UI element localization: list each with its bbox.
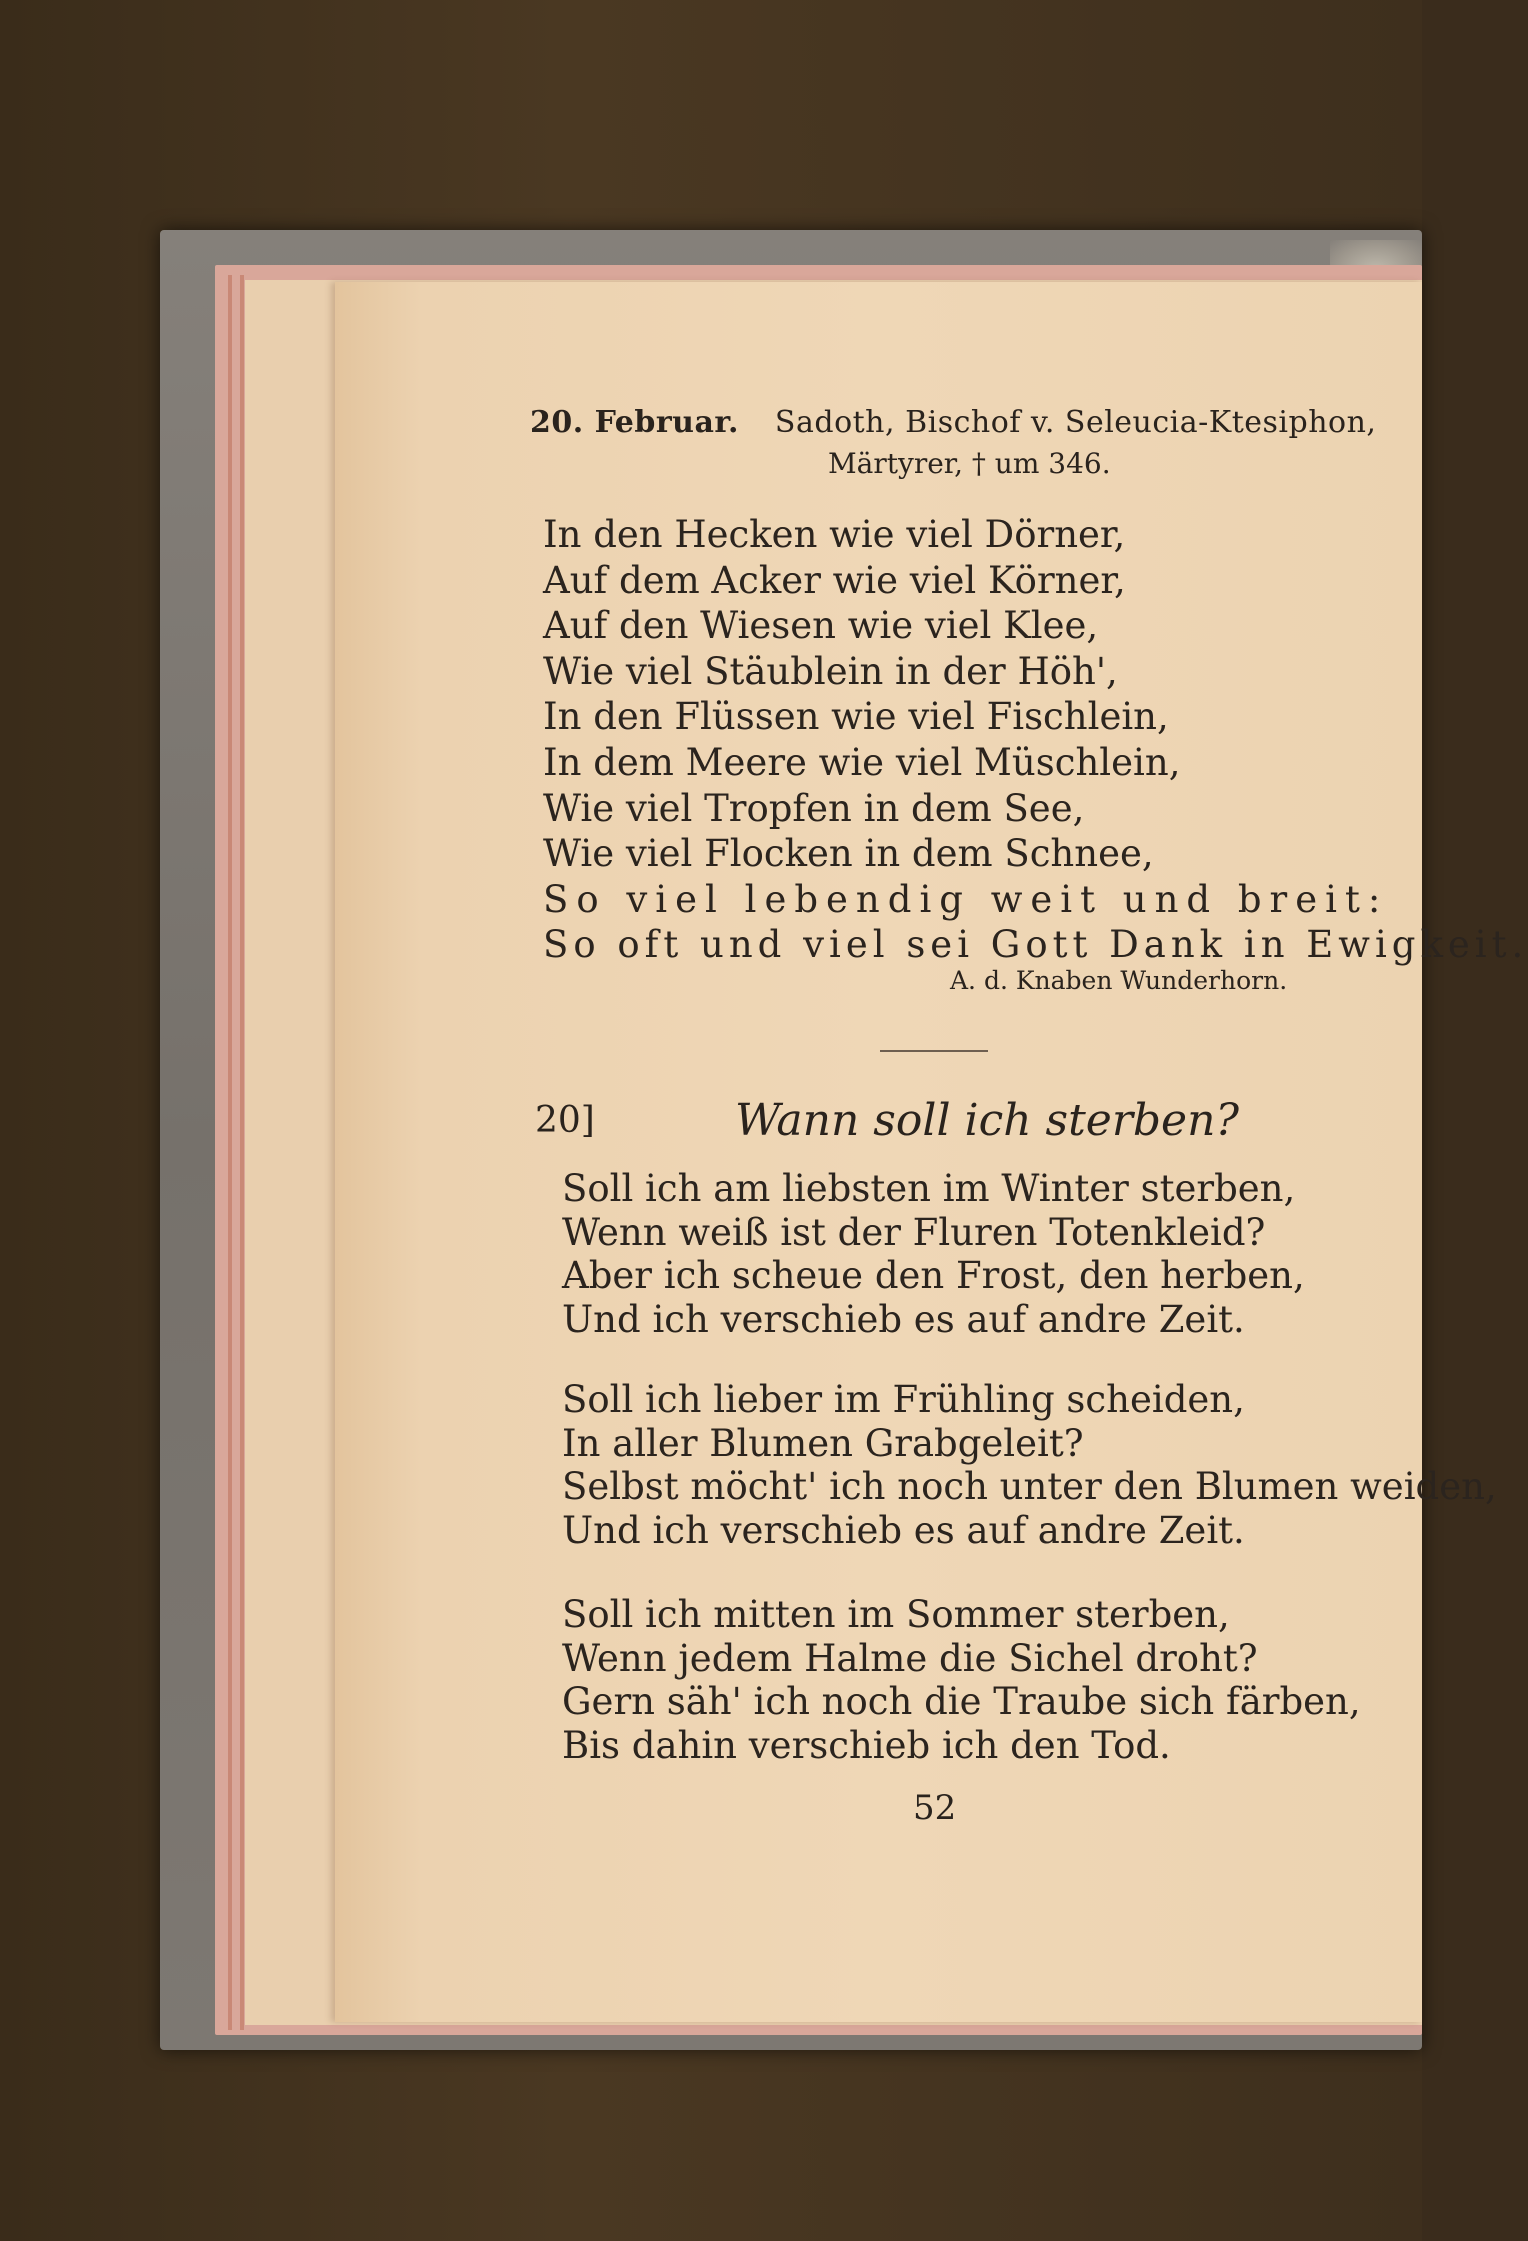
stanza-line: Wenn jedem Halme die Sichel droht? <box>562 1636 1258 1680</box>
poem-number: 20] <box>535 1100 595 1141</box>
verse-line: So oft und viel sei Gott Dank in Ewigkeit. <box>543 923 1528 967</box>
page-number: 52 <box>913 1788 957 1828</box>
calendar-header <box>530 405 1376 440</box>
poem-stanza <box>562 1167 1305 1341</box>
stanza-line: Bis dahin verschieb ich den Tod. <box>562 1723 1171 1767</box>
header-saint: Sadoth, Bischof v. Seleucia-Ktesiphon, <box>774 405 1377 440</box>
verse-block <box>543 512 1528 968</box>
stanza-line: Selbst möcht' ich noch unter den Blumen weiden, <box>562 1465 1497 1508</box>
verse-line: So viel lebendig weit und breit: <box>543 877 1389 921</box>
verse-line: Wie viel Tropfen in dem See, <box>543 786 1085 830</box>
header-saint-line2: Märtyrer, † um 346. <box>828 447 1111 480</box>
stanza-line: Soll ich mitten im Sommer sterben, <box>562 1593 1230 1636</box>
header-date: 20. Februar. <box>530 405 739 440</box>
stanza-line: Soll ich lieber im Frühling scheiden, <box>562 1378 1245 1421</box>
verse-line: Wie viel Stäublein in der Höh', <box>543 649 1118 693</box>
verse-attribution: A. d. Knaben Wunderhorn. <box>950 966 1288 995</box>
verse-line: Wie viel Flocken in dem Schnee, <box>543 832 1154 876</box>
verse-line: Auf dem Acker wie viel Körner, <box>543 558 1126 602</box>
verse-line: Auf den Wiesen wie viel Klee, <box>543 604 1099 648</box>
stanza-line: Soll ich am liebsten im Winter sterben, <box>562 1167 1296 1210</box>
poem-stanza <box>562 1378 1497 1552</box>
stanza-line: Und ich verschieb es auf andre Zeit. <box>562 1508 1245 1552</box>
edge-stripe <box>240 275 244 2030</box>
stanza-line: Gern säh' ich noch die Traube sich färben, <box>562 1680 1361 1723</box>
stanza-line: Aber ich scheue den Frost, den herben, <box>562 1254 1305 1297</box>
verse-line: In den Hecken wie viel Dörner, <box>543 513 1126 556</box>
stanza-line: Wenn weiß ist der Fluren Totenkleid? <box>562 1210 1266 1254</box>
poem-title: Wann soll ich sterben? <box>735 1095 1240 1146</box>
stanza-line: In aller Blumen Grabgeleit? <box>562 1421 1084 1465</box>
edge-stripe <box>228 275 232 2030</box>
verse-line: In dem Meere wie viel Müschlein, <box>543 740 1181 784</box>
section-divider <box>880 1050 988 1052</box>
stanza-line: Und ich verschieb es auf andre Zeit. <box>562 1297 1245 1341</box>
verse-line: In den Flüssen wie viel Fischlein, <box>543 695 1169 739</box>
poem-stanza <box>562 1593 1361 1767</box>
